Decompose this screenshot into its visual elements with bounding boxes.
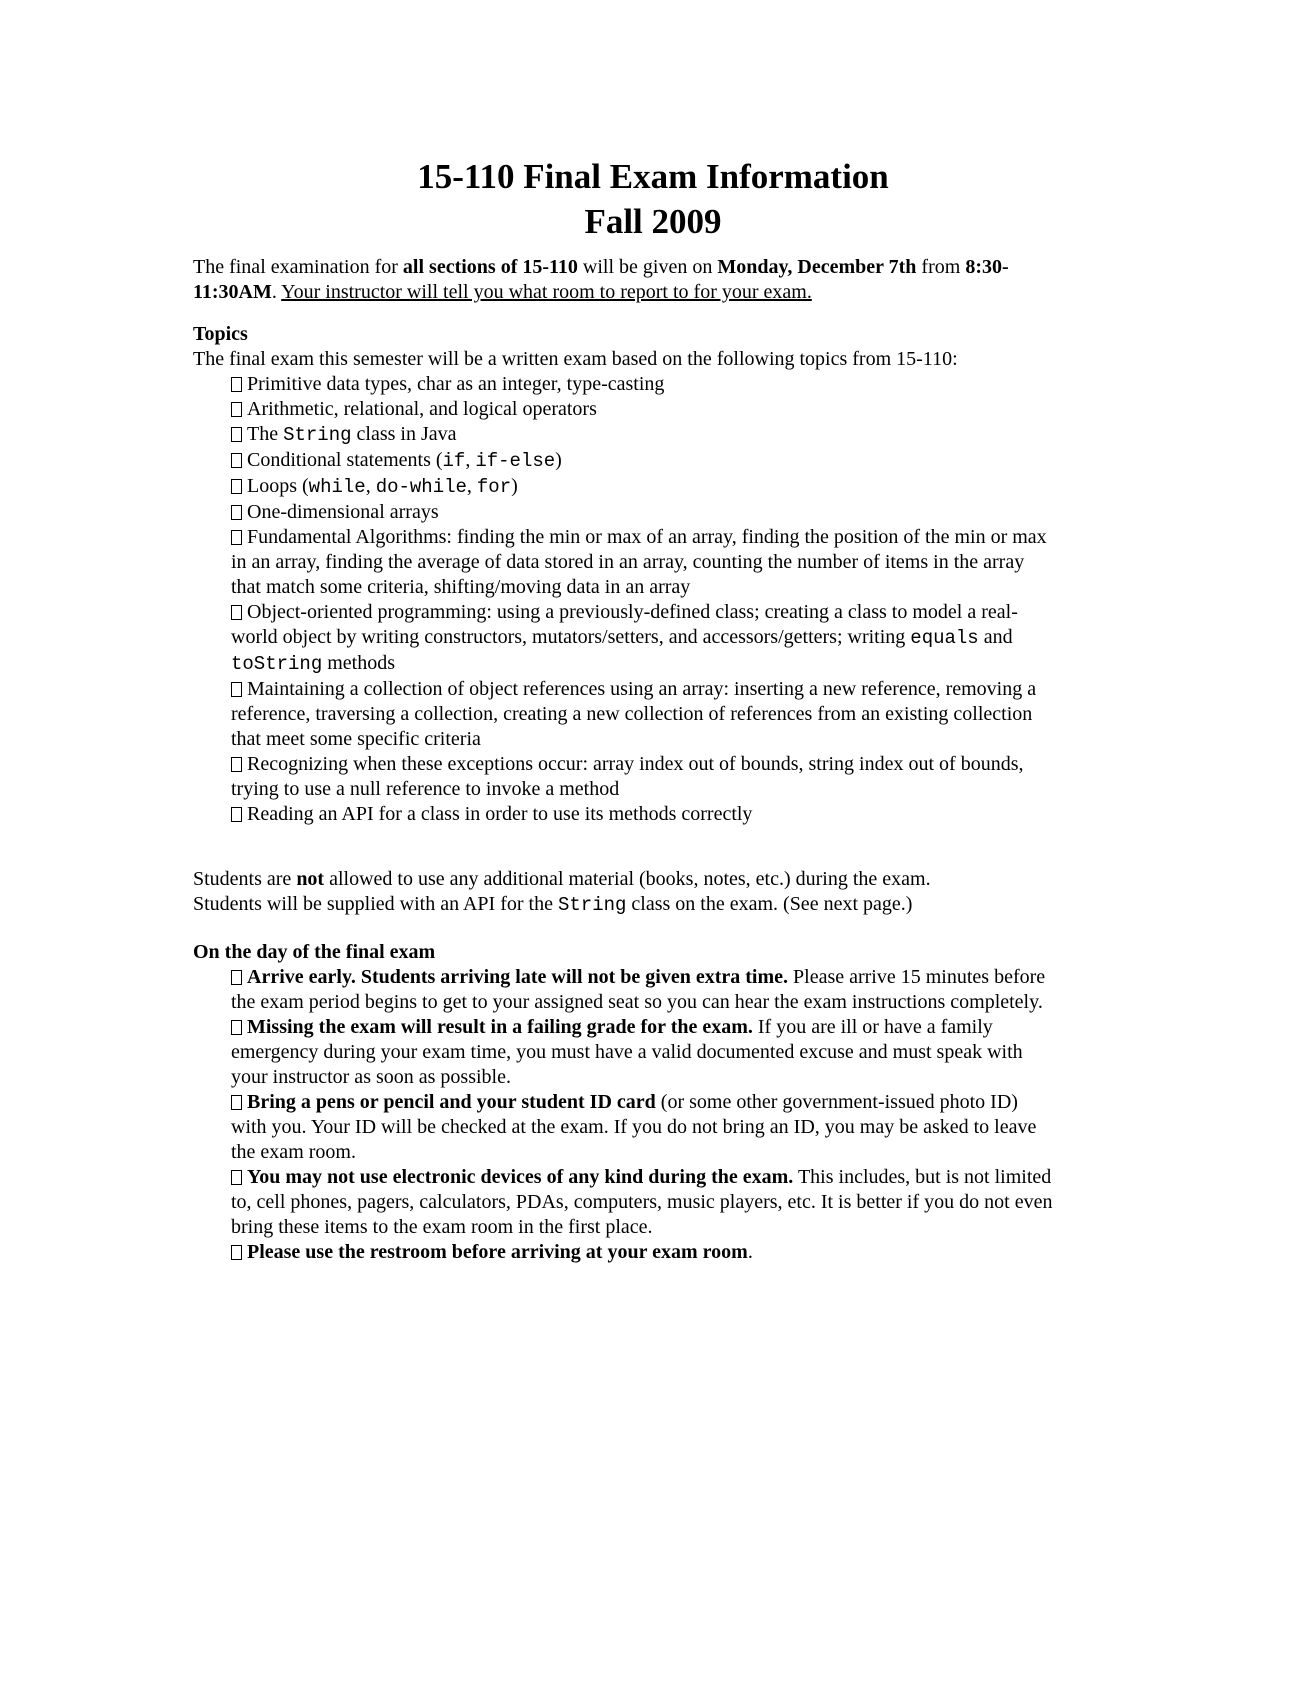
materials-text: allowed to use any additional material (books, notes, etc.) during the exam. <box>324 868 931 890</box>
topics-lead: The final exam this semester will be a written exam based on the following topics from 15-110: <box>193 348 958 370</box>
intro-room-note: Your instructor will tell you what room to report to for your exam. <box>281 281 812 303</box>
exam-day-rule: Arrive early. Students arriving late will not be given extra time. <box>247 966 789 988</box>
topic-text: ) <box>511 475 518 497</box>
exam-day-rule: You may not use electronic devices of any kind during the exam. <box>247 1166 794 1188</box>
topic-text: class in Java <box>351 423 457 445</box>
topic-item <box>193 600 1053 677</box>
bullet-box-icon <box>231 807 242 822</box>
topic-item <box>193 372 1053 397</box>
materials-emphasis: not <box>296 868 325 890</box>
bullet-box-icon <box>231 682 242 697</box>
intro-date: Monday, December 7th <box>717 256 917 278</box>
page-subtitle: Fall 2009 <box>584 202 722 241</box>
topic-item <box>193 677 1053 752</box>
bullet-box-icon <box>231 402 242 417</box>
materials-text: Students will be supplied with an API for the <box>193 893 558 915</box>
topic-item <box>193 448 1053 474</box>
exam-day-item <box>193 1240 1053 1265</box>
topic-text: Object-oriented programming: using a previously-defined class; creating a class to model a real-world object by writing constructors, mutators/setters, and accessors/getters; writing <box>231 601 1018 648</box>
code-text: if <box>442 450 466 472</box>
topic-text: Arithmetic, relational, and logical operators <box>247 398 597 420</box>
exam-day-rule: Missing the exam will result in a failing grade for the exam. <box>247 1016 753 1038</box>
exam-day-text: (or some other government-issued photo ID) with you. Your ID will be checked at the exam. If you do not bring an ID, you may be asked to leave the exam room. <box>231 1091 1037 1163</box>
topic-item <box>193 474 1053 500</box>
bullet-box-icon <box>231 505 242 520</box>
materials-text: Students are <box>193 868 297 890</box>
intro-text: from <box>916 256 966 278</box>
topic-text: Primitive data types, char as an integer, type-casting <box>247 373 665 395</box>
page-title: 15-110 Final Exam Information <box>417 157 889 196</box>
exam-day-text: Please arrive 15 minutes before the exam period begins to get to your assigned seat so you can hear the exam instructions completely. <box>231 966 1046 1013</box>
exam-day-text: This includes, but is not limited to, cell phones, pagers, calculators, PDAs, computers, music players, etc. It is better if you do not even bring these items to the exam room in the first place. <box>231 1166 1053 1238</box>
exam-day-item <box>193 1090 1053 1165</box>
topic-text: Loops ( <box>247 475 309 497</box>
topic-text: , <box>465 449 476 471</box>
topic-text: , <box>466 475 477 497</box>
bullet-box-icon <box>231 1020 242 1035</box>
topic-text: , <box>365 475 376 497</box>
bullet-box-icon <box>231 453 242 468</box>
topics-section <box>193 322 1053 827</box>
topic-text: One-dimensional arrays <box>247 501 439 523</box>
materials-text: class on the exam. (See next page.) <box>626 893 913 915</box>
topic-text: The <box>247 423 284 445</box>
intro-sections: all sections of 15-110 <box>402 256 578 278</box>
topic-text: ) <box>555 449 562 471</box>
topics-heading: Topics <box>193 323 248 345</box>
bullet-box-icon <box>231 970 242 985</box>
intro-text: The final examination for <box>193 256 403 278</box>
intro-paragraph <box>193 255 1053 305</box>
topic-text: methods <box>322 652 395 674</box>
code-text: for <box>476 476 512 498</box>
intro-text: . <box>271 281 282 303</box>
intro-time: 8:30-11:30AM <box>193 256 1009 303</box>
bullet-box-icon <box>231 377 242 392</box>
bullet-box-icon <box>231 530 242 545</box>
intro-text: will be given on <box>577 256 718 278</box>
exam-day-text: If you are ill or have a family emergency during your exam time, you must have a valid documented excuse and must speak with your instructor as soon as possible. <box>231 1016 1023 1088</box>
exam-day-text: . <box>747 1241 753 1263</box>
bullet-box-icon <box>231 427 242 442</box>
code-text: do-while <box>375 476 467 498</box>
bullet-box-icon <box>231 1245 242 1260</box>
exam-day-item <box>193 1015 1053 1090</box>
code-text: if-else <box>475 450 556 472</box>
code-text: while <box>308 476 366 498</box>
bullet-box-icon <box>231 757 242 772</box>
topic-text: Fundamental Algorithms: finding the min or max of an array, finding the position of the min or max in an array, finding the average of data stored in an array, counting the number of items in the array that match some criteria, shifting/moving data in an array <box>231 526 1047 598</box>
topic-text: Maintaining a collection of object references using an array: inserting a new reference, removing a reference, traversing a collection, creating a new collection of references from an existing collection that meet some specific criteria <box>231 678 1037 750</box>
bullet-box-icon <box>231 1170 242 1185</box>
bullet-box-icon <box>231 479 242 494</box>
exam-day-section <box>193 940 1053 1265</box>
materials-line <box>193 892 1053 918</box>
bullet-box-icon <box>231 1095 242 1110</box>
code-text: String <box>557 894 627 916</box>
materials-paragraph <box>193 867 1053 918</box>
exam-day-heading: On the day of the final exam <box>193 941 436 963</box>
topic-text: Reading an API for a class in order to use its methods correctly <box>247 803 753 825</box>
exam-day-rule: Please use the restroom before arriving at your exam room <box>247 1241 748 1263</box>
topic-text: Conditional statements ( <box>247 449 443 471</box>
topic-text: and <box>978 626 1013 648</box>
code-text: toString <box>231 653 323 675</box>
code-text: String <box>283 424 352 446</box>
exam-day-item <box>193 965 1053 1015</box>
topic-item <box>193 397 1053 422</box>
topic-item <box>193 500 1053 525</box>
materials-line <box>193 867 1053 892</box>
topic-item <box>193 752 1053 802</box>
code-text: equals <box>910 627 979 649</box>
topic-text: Recognizing when these exceptions occur: array index out of bounds, string index out of bounds, trying to use a null reference to invoke a method <box>231 753 1024 800</box>
bullet-box-icon <box>231 605 242 620</box>
topic-item <box>193 422 1053 448</box>
topic-item <box>193 525 1053 600</box>
topic-item <box>193 802 1053 827</box>
exam-day-item <box>193 1165 1053 1240</box>
exam-day-rule: Bring a pens or pencil and your student ID card <box>247 1091 656 1113</box>
